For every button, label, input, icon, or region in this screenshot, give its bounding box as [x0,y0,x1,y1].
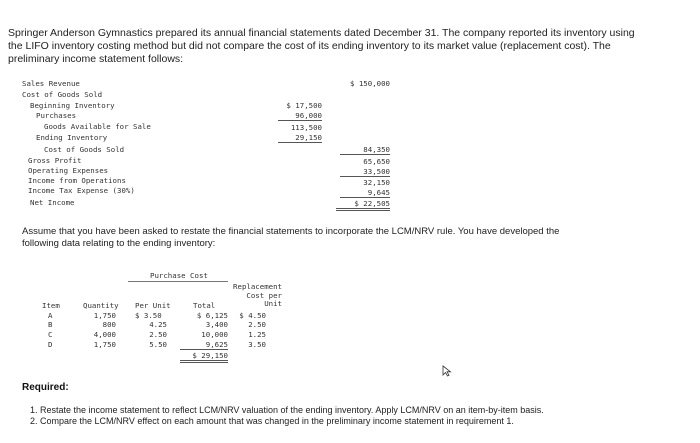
required-item-1: 1. Restate the income statement to reflect LCM/NRV valuation of the ending inventory. Apply LCM/NRV on an item-by-item basis. [30,405,544,415]
is-label-income-tax-expense: Income Tax Expense (30%) [28,186,135,195]
col-header-total: Total [193,301,216,310]
is-value-income-tax-expense: 9,645 [340,188,390,198]
is-value-sales-revenue: $ 150,000 [349,79,390,88]
is-label-beginning-inventory: Beginning Inventory [30,101,115,110]
mouse-cursor-icon [442,364,452,376]
is-label-cost-of-goods-sold-total: Cost of Goods Sold [44,145,125,154]
intro-line-1: Springer Anderson Gymnastics prepared its annual financial statements dated December 31. The company reported its inventory using [8,27,635,39]
row-a-total: $ 6,125 [196,311,228,320]
is-value-gross-profit: 65,650 [363,157,390,166]
row-c-quantity: 4,000 [93,330,116,339]
row-b-item: B [48,320,53,329]
row-b-replacement: 2.50 [248,320,266,329]
col-header-per-unit: Per Unit [135,301,171,310]
replacement-header-line-2: Cost per [246,290,282,300]
row-d-per-unit: 5.50 [149,340,167,349]
replacement-header-line-1: Replacement [233,282,282,291]
is-label-gross-profit: Gross Profit [28,156,82,165]
is-value-income-from-operations: 32,150 [363,178,390,187]
row-c-item: C [48,330,53,339]
is-value-ending-inventory: 29,150 [278,133,322,143]
row-d-item: D [48,340,53,349]
row-a-per-unit: $ 3.50 [135,311,162,320]
is-value-cost-of-goods-sold: 84,350 [340,145,390,155]
row-a-replacement: $ 4.50 [239,311,266,320]
row-b-per-unit: 4.25 [149,320,167,329]
intro-paragraph [8,27,635,66]
purchase-cost-rule [128,281,228,282]
row-c-replacement: 1.25 [248,330,266,339]
col-header-quantity: Quantity [83,301,119,310]
is-label-net-income: Net Income [30,198,75,207]
required-item-2: 2. Compare the LCM/NRV effect on each amount that was changed in the preliminary income statement in requirement 1. [30,415,514,426]
row-d-total: 9,625 [180,340,228,350]
row-b-total: 3,400 [205,320,228,329]
is-label-operating-expenses: Operating Expenses [28,166,109,175]
is-value-beginning-inventory: $ 17,500 [286,101,322,110]
is-label-purchases: Purchases [36,111,77,120]
row-a-quantity: 1,750 [93,311,116,320]
row-b-quantity: 800 [102,320,116,329]
required-title: Required: [22,382,69,393]
is-label-cost-of-goods-sold: Cost of Goods Sold [22,90,103,99]
is-label-income-from-operations: Income from Operations [28,176,126,185]
is-label-sales-revenue: Sales Revenue [22,79,80,88]
assume-paragraph [22,226,559,249]
is-label-ending-inventory: Ending Inventory [36,133,108,142]
row-c-total: 10,000 [201,330,228,339]
inventory-grand-total: $ 29,150 [180,351,228,363]
is-value-purchases: 96,000 [278,111,322,121]
is-value-operating-expenses: 33,500 [340,167,390,177]
is-label-goods-available: Goods Available for Sale [44,122,151,131]
required-list [30,405,544,426]
row-d-quantity: 1,750 [93,340,116,349]
row-a-item: A [48,311,53,320]
assume-line-1: Assume that you have been asked to restate the financial statements to incorporate the LCM/NRV rule. You have developed the [22,226,560,237]
is-value-net-income: $ 22,505 [336,199,390,211]
intro-line-3: preliminary income statement follows: [8,53,184,65]
assume-line-2: following data relating to the ending inventory: [22,237,216,249]
intro-line-2: the LIFO inventory costing method but did not compare the cost of its ending inventory to its market value (replacement cost). The [8,40,611,52]
row-c-per-unit: 2.50 [149,330,167,339]
replacement-header-line-3: Unit [264,299,282,308]
purchase-cost-header: Purchase Cost [150,271,208,280]
row-d-replacement: 3.50 [248,340,266,349]
is-value-goods-available: 113,500 [290,123,322,132]
replacement-header [226,283,282,309]
col-header-item: Item [42,301,60,310]
